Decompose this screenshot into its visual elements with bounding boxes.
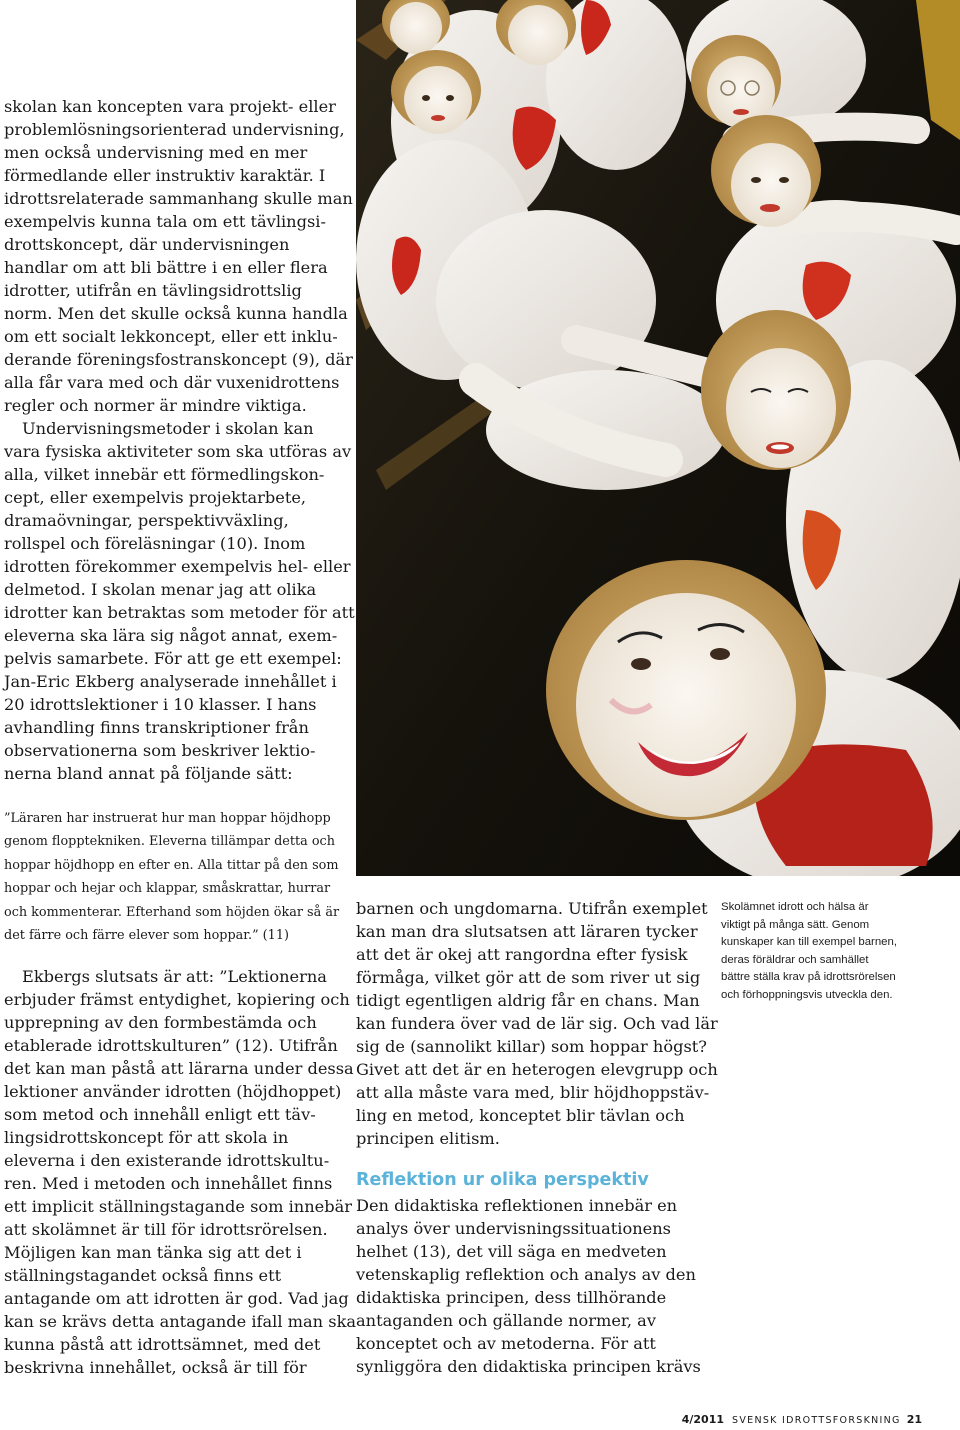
issue-number: 4/2011 — [681, 1413, 725, 1426]
text-line: regler och normer är mindre viktiga. — [4, 396, 307, 415]
caption-line: Skolämnet idrott och hälsa är — [721, 901, 869, 913]
text-line: lektioner använder idrotten (höjdhoppet) — [4, 1082, 342, 1101]
text-line: ett implicit ställningstagande som innebär — [4, 1197, 352, 1216]
page-number: 21 — [906, 1413, 922, 1426]
quote-line: hoppar höjdhopp en efter en. Alla tittar på den som — [4, 857, 339, 873]
text-line: men också undervisning med en mer — [4, 143, 308, 162]
text-line: idrotter kan betraktas som metoder för att — [4, 603, 355, 622]
text-line: idrottsrelaterade sammanhang skulle man — [4, 189, 353, 208]
text-line: sig de (sannolikt killar) som hoppar högst? — [356, 1037, 707, 1056]
text-line: rollspel och föreläsningar (10). Inom — [4, 534, 306, 553]
caption-line: deras föräldrar och samhället — [721, 953, 869, 966]
text-line: att det är okej att rangordna efter fysisk — [356, 945, 688, 964]
text-line: som metod och innehåll enligt ett täv- — [4, 1105, 316, 1124]
text-line: alla, vilket innebär ett förmedlingskon- — [4, 465, 325, 484]
text-line: avhandling finns transkriptioner från — [4, 718, 309, 737]
text-line: lingsidrottskoncept för att skola in — [4, 1128, 289, 1147]
text-line: drottskoncept, där undervisningen — [4, 235, 290, 254]
photo-caption — [721, 899, 956, 1005]
text-line: Undervisningsmetoder i skolan kan — [22, 419, 314, 438]
caption-line: viktigt på många sätt. Genom — [721, 918, 870, 931]
text-line: ställningstagandet också finns ett — [4, 1266, 282, 1285]
text-line: barnen och ungdomarna. Utifrån exemplet — [356, 899, 708, 918]
quote-line: det färre och färre elever som hoppar.” (11) — [4, 928, 289, 944]
text-line: synliggöra den didaktiska principen krävs — [356, 1357, 701, 1376]
text-line: upprepning av den formbestämda och — [4, 1013, 317, 1032]
text-line: antagande om att idrotten är god. Vad jag — [4, 1289, 349, 1308]
text-line: principen elitism. — [356, 1129, 500, 1148]
text-line: nerna bland annat på följande sätt: — [4, 764, 293, 783]
text-line: exempelvis kunna tala om ett tävlingsi- — [4, 212, 326, 231]
quote-line: hoppar och hejar och klappar, småskrattar, hurrar — [4, 881, 331, 897]
text-line: Ekbergs slutsats är att: ”Lektionerna — [22, 967, 327, 986]
text-line: helhet (13), det vill säga en medveten — [356, 1242, 667, 1261]
text-line: Givet att det är en heterogen elevgrupp och — [356, 1060, 718, 1079]
text-line: det kan man påstå att lärarna under dessa — [4, 1059, 354, 1078]
text-line: alla får vara med och där vuxenidrottens — [4, 373, 340, 392]
block-quote — [4, 807, 344, 947]
left-column-text-continued — [4, 965, 357, 1379]
text-line: Jan-Eric Ekberg analyserade innehållet i — [4, 672, 337, 691]
text-line: konceptet och av metoderna. För att — [356, 1334, 656, 1353]
text-line: handlar om att bli bättre i en eller flera — [4, 258, 328, 277]
text-line: delmetod. I skolan menar jag att olika — [4, 580, 317, 599]
text-line: skolan kan koncepten vara projekt- eller — [4, 97, 336, 116]
text-line: eleverna ska lära sig något annat, exem- — [4, 626, 338, 645]
text-line: förmedlande eller instruktiv karaktär. I — [4, 166, 326, 185]
middle-column-text — [356, 897, 718, 1150]
text-line: etablerade idrottskulturen” (12). Utifrån — [4, 1036, 338, 1055]
text-line: att alla måste vara med, blir höjdhoppstäv- — [356, 1083, 710, 1102]
text-line: ling en metod, konceptet blir tävlan och — [356, 1106, 685, 1125]
quote-line: och kommenterar. Efterhand som höjden ökar så är — [4, 904, 340, 920]
text-line: beskrivna innehållet, också är till för — [4, 1358, 307, 1377]
left-column-text — [4, 95, 355, 785]
caption-line: och förhoppningsvis utveckla den. — [721, 988, 893, 1001]
text-line: derande föreningsfostranskoncept (9), där — [4, 350, 353, 369]
text-line: erbjuder främst entydighet, kopiering och — [4, 990, 350, 1009]
text-line: vetenskaplig reflektion och analys av den — [356, 1265, 696, 1284]
journal-name: SVENSK IDROTTSFORSKNING — [732, 1415, 901, 1426]
text-line: problemlösningsorienterad undervisning, — [4, 120, 345, 139]
text-line: idrotten förekommer exempelvis hel- eller — [4, 557, 351, 576]
text-line: kan man dra slutsatsen att läraren tycker — [356, 922, 698, 941]
page-footer — [682, 1413, 922, 1428]
text-line: tidigt egentligen aldrig får en chans. Man — [356, 991, 700, 1010]
text-line: idrotter, utifrån en tävlingsidrottslig — [4, 281, 302, 300]
text-line: kan fundera över vad de lär sig. Och vad lär — [356, 1014, 718, 1033]
text-line: ren. Med i metoden och innehållet finns — [4, 1174, 333, 1193]
text-line: förmåga, vilket gör att de som river ut sig — [356, 968, 701, 987]
text-line: norm. Men det skulle också kunna handla — [4, 304, 348, 323]
text-line: om ett socialt lekkoncept, eller ett inklu- — [4, 327, 338, 346]
section-heading: Reflektion ur olika perspektiv — [356, 1170, 649, 1190]
text-line: Den didaktiska reflektionen innebär en — [356, 1196, 678, 1215]
text-line: att skolämnet är till för idrottsrörelsen. — [4, 1220, 328, 1239]
text-line: observationerna som beskriver lektio- — [4, 741, 316, 760]
caption-line: bättre ställa krav på idrottsrörelsen — [721, 971, 896, 984]
article-photo — [356, 0, 960, 876]
text-line: kan se krävs detta antagande ifall man ska — [4, 1312, 357, 1331]
text-line: pelvis samarbete. För att ge ett exempel: — [4, 649, 342, 668]
text-line: eleverna i den existerande idrottskultu- — [4, 1151, 330, 1170]
quote-line: ”Läraren har instruerat hur man hoppar höjdhopp — [4, 811, 331, 826]
text-line: dramaövningar, perspektivväxling, — [4, 511, 289, 530]
quote-line: genom flopptekniken. Eleverna tillämpar detta och — [4, 834, 335, 850]
text-line: analys över undervisningssituationens — [356, 1219, 671, 1238]
text-line: Möjligen kan man tänka sig att det i — [4, 1243, 302, 1262]
text-line: 20 idrottslektioner i 10 klasser. I hans — [4, 695, 317, 714]
text-line: didaktiska principen, dess tillhörande — [356, 1288, 667, 1307]
text-line: kunna påstå att idrottsämnet, med det — [4, 1335, 321, 1354]
text-line: antaganden och gällande normer, av — [356, 1311, 656, 1330]
text-line: cept, eller exempelvis projektarbete, — [4, 488, 307, 507]
middle-column-text-continued — [356, 1194, 701, 1378]
text-line: vara fysiska aktiviteter som ska utföras av — [4, 442, 352, 461]
caption-line: kunskaper kan till exempel barnen, — [721, 936, 898, 949]
